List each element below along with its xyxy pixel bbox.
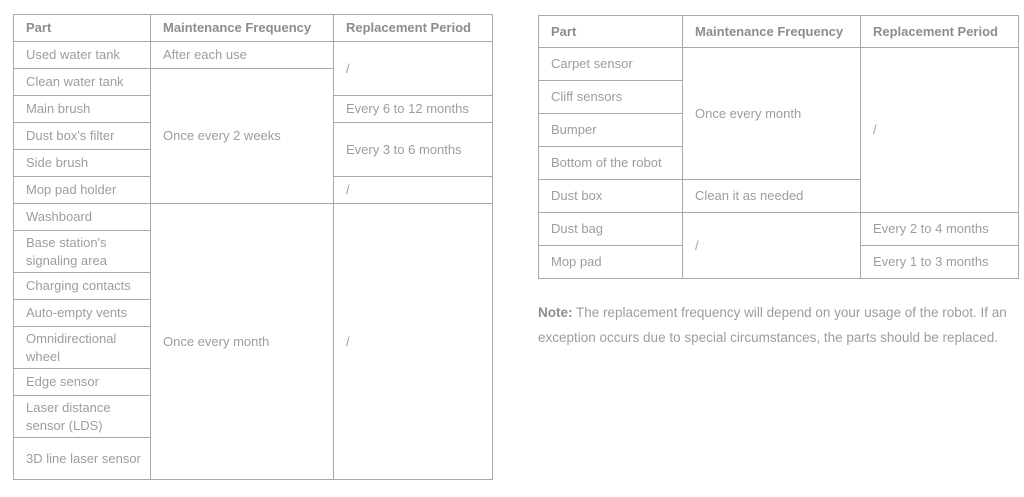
note-label: Note: — [538, 305, 573, 320]
part-cell: Used water tank — [14, 42, 151, 69]
table-row — [539, 48, 1019, 81]
maintenance-cell: / — [683, 213, 861, 279]
part-cell: Bottom of the robot — [539, 147, 683, 180]
replacement-cell: / — [861, 48, 1019, 213]
note-text: The replacement frequency will depend on your usage of the robot. If an exception occurs due to special circumstances, the parts should be replaced. — [538, 305, 1007, 345]
column-header-part: Part — [539, 16, 683, 48]
part-cell: Mop pad holder — [14, 177, 151, 204]
replacement-cell: Every 6 to 12 months — [334, 96, 493, 123]
part-cell: Dust box — [539, 180, 683, 213]
column-header-replacement-period: Replacement Period — [334, 15, 493, 42]
maintenance-cell: Once every month — [151, 204, 334, 480]
note — [538, 300, 1016, 350]
replacement-cell: / — [334, 177, 493, 204]
part-cell: Dust box's filter — [14, 123, 151, 150]
replacement-cell: Every 3 to 6 months — [334, 123, 493, 177]
maintenance-cell: Once every 2 weeks — [151, 69, 334, 204]
maintenance-cell: After each use — [151, 42, 334, 69]
part-cell: Washboard — [14, 204, 151, 231]
column-header-maintenance-frequency: Maintenance Frequency — [683, 16, 861, 48]
replacement-cell: / — [334, 42, 493, 96]
replacement-cell: Every 2 to 4 months — [861, 213, 1019, 246]
part-cell: Dust bag — [539, 213, 683, 246]
maintenance-table-right — [538, 15, 1019, 279]
table-header-row — [14, 15, 493, 42]
part-cell: Carpet sensor — [539, 48, 683, 81]
part-cell: Laser distance sensor (LDS) — [14, 396, 151, 438]
part-cell: Cliff sensors — [539, 81, 683, 114]
table-header-row — [539, 16, 1019, 48]
part-cell: Base station's signaling area — [14, 231, 151, 273]
table-row — [539, 213, 1019, 246]
part-cell: Charging contacts — [14, 273, 151, 300]
maintenance-cell: Clean it as needed — [683, 180, 861, 213]
part-cell: Clean water tank — [14, 69, 151, 96]
maintenance-cell: Once every month — [683, 48, 861, 180]
part-cell: Edge sensor — [14, 369, 151, 396]
replacement-cell: Every 1 to 3 months — [861, 246, 1019, 279]
replacement-cell: / — [334, 204, 493, 480]
part-cell: Omnidirectional wheel — [14, 327, 151, 369]
column-header-replacement-period: Replacement Period — [861, 16, 1019, 48]
table-row — [14, 204, 493, 231]
part-cell: Main brush — [14, 96, 151, 123]
part-cell: Mop pad — [539, 246, 683, 279]
part-cell: 3D line laser sensor — [14, 438, 151, 480]
column-header-maintenance-frequency: Maintenance Frequency — [151, 15, 334, 42]
column-header-part: Part — [14, 15, 151, 42]
part-cell: Side brush — [14, 150, 151, 177]
maintenance-table-left — [13, 14, 493, 480]
part-cell: Auto-empty vents — [14, 300, 151, 327]
part-cell: Bumper — [539, 114, 683, 147]
table-row — [14, 42, 493, 69]
